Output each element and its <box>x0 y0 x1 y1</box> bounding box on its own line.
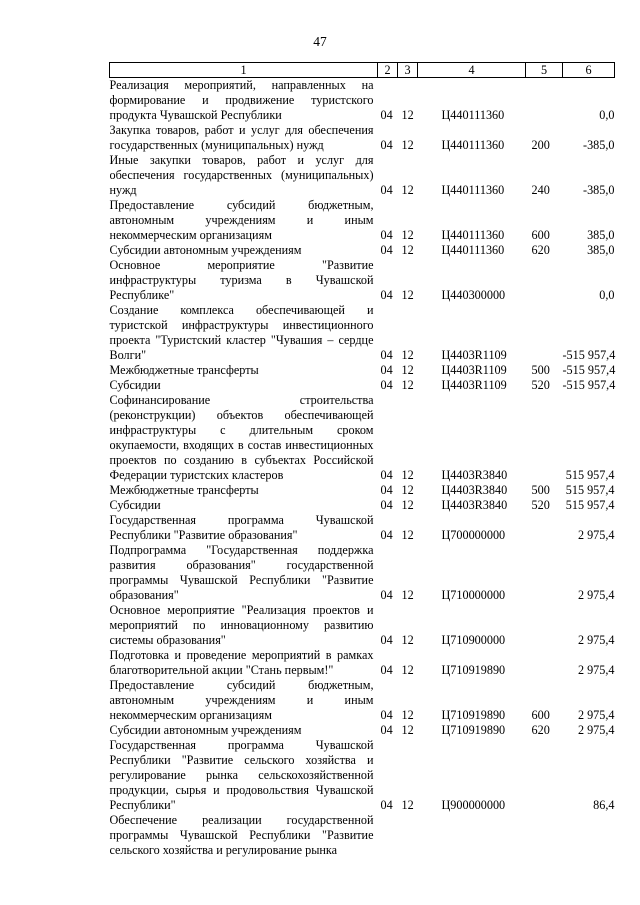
row-subsection: 12 <box>401 108 414 122</box>
row-expense-type: 200 <box>531 138 550 152</box>
row-amount: 385,0 <box>587 243 615 257</box>
row-name: Субсидии <box>109 498 161 512</box>
row-subsection: 12 <box>401 183 414 197</box>
row-section: 04 <box>380 483 393 497</box>
row-amount: -515 957,4 <box>562 348 616 362</box>
row-target-code: Ц440300000 <box>441 288 506 302</box>
row-target-code: Ц4403R1109 <box>441 348 507 362</box>
row-amount: 0,0 <box>599 108 615 122</box>
row-amount: -515 957,4 <box>562 363 616 377</box>
row-section: 04 <box>380 183 393 197</box>
header-col-2: 2 <box>378 63 398 78</box>
row-name: Предоставление субсидий бюджетным, автономным учреждениям и иным некоммерческим организациям <box>109 678 374 722</box>
row-name: Реализация мероприятий, направленных на формирование и продвижение туристского продукта Чувашской Республики <box>109 78 374 122</box>
table-row <box>110 78 615 124</box>
row-section: 04 <box>380 243 393 257</box>
row-expense-type <box>526 648 563 678</box>
row-expense-type: 500 <box>531 483 550 497</box>
row-subsection: 12 <box>401 663 414 677</box>
table-row <box>110 513 615 543</box>
row-expense-type: 600 <box>531 708 550 722</box>
row-amount: 2 975,4 <box>577 723 615 737</box>
row-subsection: 12 <box>401 498 414 512</box>
row-section: 04 <box>380 138 393 152</box>
row-section: 04 <box>380 348 393 362</box>
row-expense-type: 600 <box>531 228 550 242</box>
header-col-5: 5 <box>526 63 563 78</box>
row-name: Создание комплекса обеспечивающей и туристской инфраструктуры инвестиционного проекта "Туристский кластер "Чувашия – сердце Волги" <box>109 303 374 362</box>
row-amount: -385,0 <box>583 183 615 197</box>
row-name: Субсидии автономным учреждениям <box>109 243 302 257</box>
row-amount: 0,0 <box>599 288 615 302</box>
row-section: 04 <box>380 528 393 542</box>
row-subsection: 12 <box>401 483 414 497</box>
row-subsection: 12 <box>401 798 414 812</box>
row-expense-type: 520 <box>531 378 550 392</box>
row-expense-type: 520 <box>531 498 550 512</box>
row-expense-type: 500 <box>531 363 550 377</box>
row-amount: 2 975,4 <box>577 528 615 542</box>
row-amount: 2 975,4 <box>577 588 615 602</box>
table-row <box>110 123 615 153</box>
table-row <box>110 153 615 198</box>
row-expense-type <box>526 513 563 543</box>
row-name: Субсидии автономным учреждениям <box>109 723 302 737</box>
row-target-code: Ц900000000 <box>441 798 506 812</box>
row-section: 04 <box>380 588 393 602</box>
table-row <box>110 603 615 648</box>
row-section: 04 <box>380 708 393 722</box>
table-header <box>110 63 615 78</box>
row-target-code: Ц710919890 <box>441 723 506 737</box>
row-section: 04 <box>380 723 393 737</box>
table-row <box>110 303 615 363</box>
table-row <box>110 393 615 483</box>
header-col-1: 1 <box>110 63 378 78</box>
row-target-code: Ц4403R3840 <box>441 498 508 512</box>
row-amount: -515 957,4 <box>562 378 616 392</box>
row-subsection: 12 <box>401 228 414 242</box>
row-target-code: Ц440111360 <box>441 138 505 152</box>
row-expense-type <box>526 603 563 648</box>
row-target-code: Ц710919890 <box>441 708 506 722</box>
row-subsection: 12 <box>401 723 414 737</box>
table-row <box>110 678 615 723</box>
row-subsection <box>398 813 418 858</box>
row-expense-type: 620 <box>531 243 550 257</box>
row-section: 04 <box>380 288 393 302</box>
row-name: Государственная программа Чувашской Республики "Развитие образования" <box>109 513 374 542</box>
table-row <box>110 813 615 858</box>
row-section: 04 <box>380 633 393 647</box>
row-amount: 2 975,4 <box>577 633 615 647</box>
row-name: Основное мероприятие "Реализация проектов и мероприятий по инновационному развитию системы образования" <box>109 603 374 647</box>
table-row <box>110 648 615 678</box>
table-row <box>110 378 615 393</box>
table-row <box>110 198 615 243</box>
row-expense-type <box>526 813 563 858</box>
row-subsection: 12 <box>401 243 414 257</box>
table-row <box>110 258 615 303</box>
table-row <box>110 543 615 603</box>
row-target-code: Ц4403R1109 <box>441 378 507 392</box>
row-expense-type: 240 <box>531 183 550 197</box>
header-col-6: 6 <box>563 63 615 78</box>
row-amount: 86,4 <box>593 798 615 812</box>
row-subsection: 12 <box>401 633 414 647</box>
row-target-code: Ц710900000 <box>441 633 506 647</box>
row-target-code: Ц440111360 <box>441 228 505 242</box>
row-name: Государственная программа Чувашской Республики "Развитие сельского хозяйства и регулирование рынка сельскохозяйственной продукции, сырья и продовольствия Чувашской Республики" <box>109 738 374 812</box>
row-name: Закупка товаров, работ и услуг для обеспечения государственных (муниципальных) нужд <box>109 123 374 152</box>
row-expense-type <box>526 303 563 363</box>
row-section: 04 <box>380 468 393 482</box>
row-subsection: 12 <box>401 588 414 602</box>
row-target-code: Ц4403R1109 <box>441 363 507 377</box>
table-row <box>110 243 615 258</box>
row-target-code: Ц700000000 <box>441 528 506 542</box>
table-row <box>110 498 615 513</box>
table-row <box>110 363 615 378</box>
row-expense-type <box>526 543 563 603</box>
row-amount: 2 975,4 <box>577 708 615 722</box>
header-col-4: 4 <box>418 63 526 78</box>
row-section: 04 <box>380 498 393 512</box>
row-expense-type: 620 <box>531 723 550 737</box>
row-section: 04 <box>380 798 393 812</box>
budget-table <box>109 62 615 858</box>
table-row <box>110 483 615 498</box>
row-subsection: 12 <box>401 708 414 722</box>
row-subsection: 12 <box>401 378 414 392</box>
row-subsection: 12 <box>401 288 414 302</box>
row-subsection: 12 <box>401 348 414 362</box>
row-expense-type <box>526 258 563 303</box>
row-target-code: Ц440111360 <box>441 108 505 122</box>
row-name: Софинансирование строительства (реконструкции) объектов обеспечивающей инфраструктуры с длительным сроком окупаемости, входящих в состав инвестиционных проектов по созданию в субъектах Российской Федерации туристских кластеров <box>109 393 374 482</box>
row-subsection: 12 <box>401 363 414 377</box>
row-name: Обеспечение реализации государственной программы Чувашской Республики "Развитие сельского хозяйства и регулирование рынка <box>109 813 374 857</box>
row-expense-type <box>526 78 563 124</box>
row-target-code <box>418 813 526 858</box>
row-subsection: 12 <box>401 468 414 482</box>
table-row <box>110 723 615 738</box>
row-target-code: Ц440111360 <box>441 243 505 257</box>
row-expense-type <box>526 738 563 813</box>
row-amount: 515 957,4 <box>565 483 615 497</box>
row-target-code: Ц4403R3840 <box>441 483 508 497</box>
row-target-code: Ц710000000 <box>441 588 506 602</box>
row-section: 04 <box>380 663 393 677</box>
table-body <box>110 78 615 859</box>
row-section: 04 <box>380 108 393 122</box>
row-name: Субсидии <box>109 378 161 392</box>
row-target-code: Ц4403R3840 <box>441 468 508 482</box>
page-number: 47 <box>313 34 327 49</box>
row-amount: 515 957,4 <box>565 468 615 482</box>
row-section: 04 <box>380 378 393 392</box>
row-amount: 2 975,4 <box>577 663 615 677</box>
header-col-3: 3 <box>398 63 418 78</box>
row-subsection: 12 <box>401 528 414 542</box>
row-amount <box>563 813 615 858</box>
row-amount: 385,0 <box>587 228 615 242</box>
row-amount: -385,0 <box>583 138 615 152</box>
row-subsection: 12 <box>401 138 414 152</box>
row-name: Подпрограмма "Государственная поддержка развития образования" государственной программы Чувашской Республики "Развитие образования" <box>109 543 374 602</box>
table-row <box>110 738 615 813</box>
row-name: Основное мероприятие "Развитие инфраструктуры туризма в Чувашской Республике" <box>109 258 374 302</box>
row-name: Межбюджетные трансферты <box>109 363 259 377</box>
row-amount: 515 957,4 <box>565 498 615 512</box>
row-section <box>378 813 398 858</box>
row-expense-type <box>526 393 563 483</box>
row-name: Иные закупки товаров, работ и услуг для обеспечения государственных (муниципальных) нужд <box>109 153 374 197</box>
row-section: 04 <box>380 363 393 377</box>
row-name: Предоставление субсидий бюджетным, автономным учреждениям и иным некоммерческим организациям <box>109 198 374 242</box>
row-target-code: Ц710919890 <box>441 663 506 677</box>
row-name: Подготовка и проведение мероприятий в рамках благотворительной акции "Стань первым!" <box>109 648 374 677</box>
row-section: 04 <box>380 228 393 242</box>
row-target-code: Ц440111360 <box>441 183 505 197</box>
row-name: Межбюджетные трансферты <box>109 483 259 497</box>
